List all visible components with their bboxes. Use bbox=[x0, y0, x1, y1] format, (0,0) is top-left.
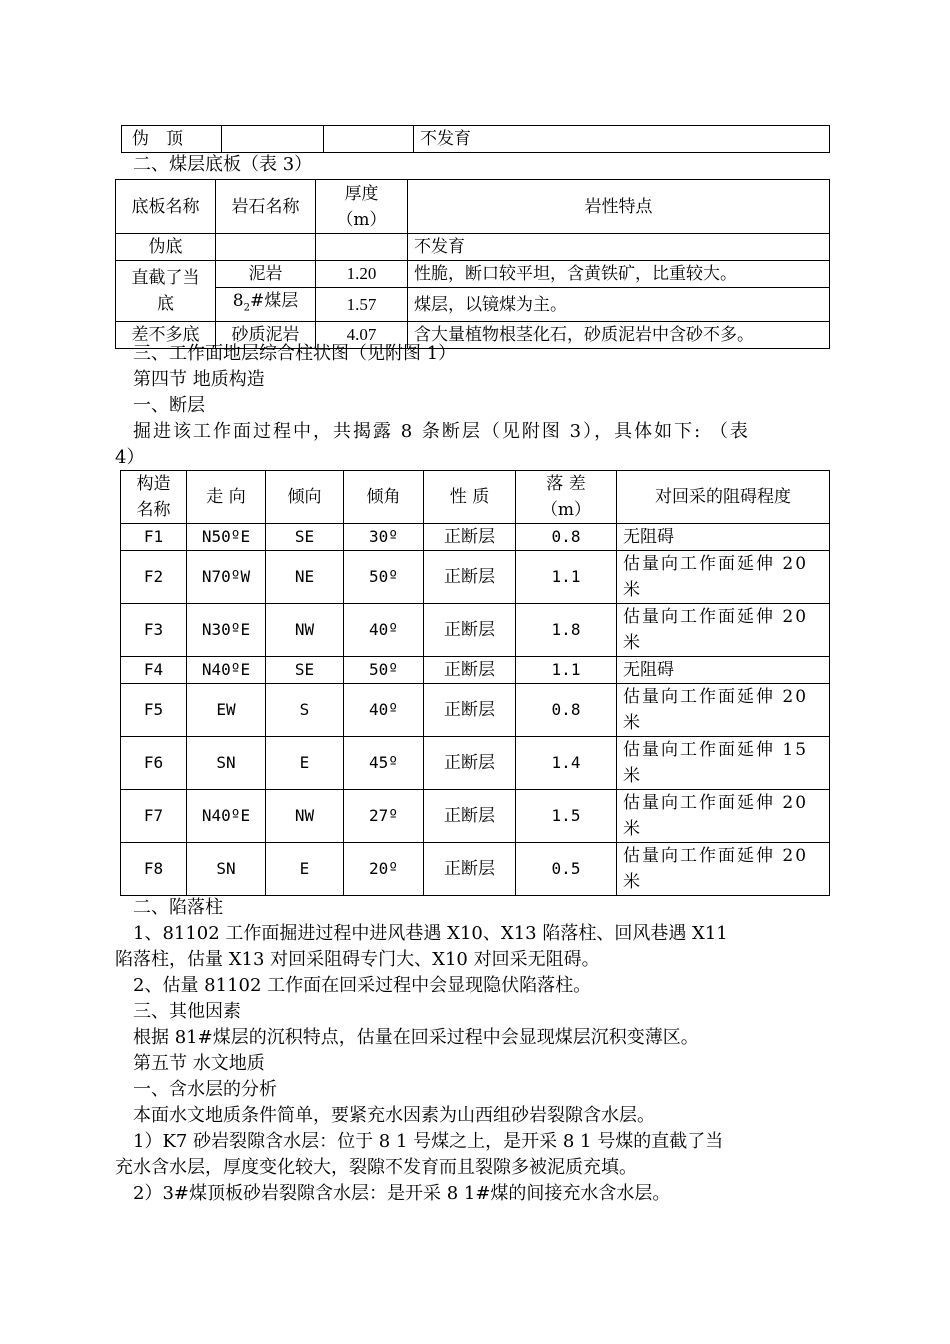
fault-impact-line1: 估量向工作面延伸 20 bbox=[623, 607, 809, 627]
fault-strike: N40ºE bbox=[187, 657, 266, 684]
fault-throw: 1.5 bbox=[516, 790, 617, 843]
heading-other-factors: 三、其他因素 bbox=[133, 1001, 241, 1022]
fault-dip-angle: 40º bbox=[344, 684, 424, 737]
fault-intro-line2: 4） bbox=[115, 447, 145, 468]
table-row bbox=[121, 790, 830, 843]
table-row bbox=[121, 843, 830, 896]
fault-impact bbox=[617, 604, 830, 657]
fault-name: F5 bbox=[121, 684, 187, 737]
floor-thickness: 1.20 bbox=[316, 261, 408, 288]
fault-dip-angle: 27º bbox=[344, 790, 424, 843]
fault-dip-direction: S bbox=[266, 684, 344, 737]
table-row bbox=[121, 604, 830, 657]
table-row bbox=[122, 126, 830, 153]
floor-rock bbox=[216, 288, 316, 322]
coal-seam-subscript: 2 bbox=[243, 302, 250, 314]
other-factors-text: 根据 81#煤层的沉积特点，估量在回采过程中会显现煤层沉积变薄区。 bbox=[133, 1027, 699, 1048]
table-row bbox=[121, 737, 830, 790]
fault-dip-angle: 30º bbox=[344, 524, 424, 551]
fault-impact-line2: 米 bbox=[623, 580, 640, 600]
heading-floor: 二、煤层底板（表 3） bbox=[133, 154, 313, 175]
fault-nature: 正断层 bbox=[424, 551, 516, 604]
section4-title: 第四节 地质构造 bbox=[133, 369, 265, 390]
col-throw-line2: （m） bbox=[540, 500, 592, 520]
fault-impact-line2: 米 bbox=[623, 872, 640, 892]
floor-feature: 不发育 bbox=[408, 234, 830, 261]
col-rock-name: 岩石名称 bbox=[216, 180, 316, 234]
heading-collapse-pillar: 二、陷落柱 bbox=[133, 897, 223, 918]
fault-name: F4 bbox=[121, 657, 187, 684]
col-feature: 岩性特点 bbox=[408, 180, 830, 234]
table-header-row bbox=[121, 471, 830, 524]
fault-dip-angle: 20º bbox=[344, 843, 424, 896]
col-dip-angle: 倾角 bbox=[344, 471, 424, 524]
fault-intro-line1: 掘进该工作面过程中，共揭露 8 条断层（见附图 3），具体如下: （表 bbox=[133, 421, 750, 442]
fault-impact bbox=[617, 843, 830, 896]
heading-fault: 一、断层 bbox=[133, 395, 205, 416]
heading-aquifer: 一、含水层的分析 bbox=[133, 1079, 277, 1100]
table-row bbox=[121, 524, 830, 551]
fault-impact bbox=[617, 657, 830, 684]
fault-nature: 正断层 bbox=[424, 524, 516, 551]
col-dip-direction: 倾向 bbox=[266, 471, 344, 524]
fault-throw: 1.1 bbox=[516, 551, 617, 604]
fault-dip-angle: 40º bbox=[344, 604, 424, 657]
floor-name: 差不多底 bbox=[116, 322, 216, 349]
fault-throw: 0.5 bbox=[516, 843, 617, 896]
col-throw-line1: 落 差 bbox=[546, 474, 586, 494]
fault-impact-line2: 米 bbox=[623, 766, 640, 786]
fault-dip-direction: SE bbox=[266, 524, 344, 551]
floor-rock bbox=[216, 234, 316, 261]
table-row bbox=[121, 684, 830, 737]
fault-dip-angle: 50º bbox=[344, 551, 424, 604]
col-throw bbox=[516, 471, 617, 524]
fault-strike: N70ºW bbox=[187, 551, 266, 604]
fault-dip-direction: NW bbox=[266, 604, 344, 657]
pillar-item2: 2、估量 81102 工作面在回采过程中会显现隐伏陷落柱。 bbox=[133, 975, 592, 996]
fault-name: F8 bbox=[121, 843, 187, 896]
table-row bbox=[116, 234, 830, 261]
fault-impact-line2: 米 bbox=[623, 633, 640, 653]
fault-impact bbox=[617, 790, 830, 843]
fault-name: F2 bbox=[121, 551, 187, 604]
fault-impact-line1: 估量向工作面延伸 20 bbox=[623, 846, 809, 866]
pillar-item1-line2: 陷落柱，估量 X13 对回采阻碍专门大、X10 对回采无阻碍。 bbox=[115, 949, 600, 970]
fault-strike: EW bbox=[187, 684, 266, 737]
col-floor-name: 底板名称 bbox=[116, 180, 216, 234]
floor-table bbox=[115, 179, 830, 349]
coal-seam-number: 8 bbox=[232, 291, 244, 311]
col-strike: 走 向 bbox=[187, 471, 266, 524]
fault-impact-line1: 无阻碍 bbox=[623, 527, 674, 547]
fault-strike: SN bbox=[187, 737, 266, 790]
floor-thickness bbox=[316, 234, 408, 261]
fault-impact-line2: 米 bbox=[623, 713, 640, 733]
fault-impact bbox=[617, 551, 830, 604]
fault-dip-direction: NE bbox=[266, 551, 344, 604]
fault-throw: 1.1 bbox=[516, 657, 617, 684]
fault-dip-angle: 45º bbox=[344, 737, 424, 790]
fault-nature: 正断层 bbox=[424, 657, 516, 684]
fault-name: F1 bbox=[121, 524, 187, 551]
floor-rock: 泥岩 bbox=[216, 261, 316, 288]
fault-dip-direction: SE bbox=[266, 657, 344, 684]
table-row bbox=[116, 288, 830, 322]
roof-rock bbox=[222, 126, 324, 153]
fault-throw: 0.8 bbox=[516, 524, 617, 551]
fault-impact-line1: 无阻碍 bbox=[623, 660, 674, 680]
fault-impact-line1: 估量向工作面延伸 20 bbox=[623, 687, 809, 707]
fault-name: F3 bbox=[121, 604, 187, 657]
fault-strike: SN bbox=[187, 843, 266, 896]
fault-strike: N40ºE bbox=[187, 790, 266, 843]
roof-feature: 不发育 bbox=[414, 126, 830, 153]
table-header-row bbox=[116, 180, 830, 234]
fault-throw: 0.8 bbox=[516, 684, 617, 737]
col-thickness-line2: （m） bbox=[336, 209, 387, 230]
aquifer-item1-line1: 1）K7 砂岩裂隙含水层：位于 8 1 号煤之上，是开采 8 1 号煤的直截了当 bbox=[133, 1131, 724, 1152]
fault-strike: N30ºE bbox=[187, 604, 266, 657]
fault-dip-direction: NW bbox=[266, 790, 344, 843]
coal-seam-label: #煤层 bbox=[249, 291, 299, 311]
floor-name-line1: 直截了当 bbox=[131, 268, 200, 289]
col-structure-line1: 构造 bbox=[136, 474, 171, 494]
fault-dip-angle: 50º bbox=[344, 657, 424, 684]
col-thickness-line1: 厚度 bbox=[344, 183, 379, 204]
fault-throw: 1.8 bbox=[516, 604, 617, 657]
fault-strike: N50ºE bbox=[187, 524, 266, 551]
col-structure-name bbox=[121, 471, 187, 524]
fault-name: F6 bbox=[121, 737, 187, 790]
floor-rock: 砂质泥岩 bbox=[216, 322, 316, 349]
fault-nature: 正断层 bbox=[424, 684, 516, 737]
col-thickness bbox=[316, 180, 408, 234]
roof-thickness bbox=[324, 126, 414, 153]
fault-dip-direction: E bbox=[266, 737, 344, 790]
table-row bbox=[121, 657, 830, 684]
col-nature: 性 质 bbox=[424, 471, 516, 524]
floor-thickness: 4.07 bbox=[316, 322, 408, 349]
fault-dip-direction: E bbox=[266, 843, 344, 896]
aquifer-item2: 2）3#煤顶板砂岩裂隙含水层：是开采 8 1#煤的间接充水含水层。 bbox=[133, 1183, 671, 1204]
line-column-chart: 三、工作面地层综合柱状图（见附图 1） bbox=[133, 343, 457, 364]
section5-title: 第五节 水文地质 bbox=[133, 1053, 265, 1074]
floor-name bbox=[116, 261, 216, 322]
fault-impact-line1: 估量向工作面延伸 15 bbox=[623, 740, 809, 760]
floor-thickness: 1.57 bbox=[316, 288, 408, 322]
fault-impact-line1: 估量向工作面延伸 20 bbox=[623, 793, 809, 813]
fault-name: F7 bbox=[121, 790, 187, 843]
table-row bbox=[116, 261, 830, 288]
fault-impact bbox=[617, 524, 830, 551]
fault-nature: 正断层 bbox=[424, 604, 516, 657]
floor-feature: 煤层，以镜煤为主。 bbox=[408, 288, 830, 322]
aquifer-item1-line2: 充水含水层，厚度变化较大，裂隙不发育而且裂隙多被泥质充填。 bbox=[115, 1157, 637, 1178]
fault-table bbox=[120, 470, 830, 896]
col-impact: 对回采的阻碍程度 bbox=[617, 471, 830, 524]
col-structure-line2: 名称 bbox=[136, 500, 171, 520]
floor-feature: 含大量植物根茎化石，砂质泥岩中含砂不多。 bbox=[408, 322, 830, 349]
floor-name: 伪底 bbox=[116, 234, 216, 261]
roof-table bbox=[121, 125, 830, 153]
aquifer-intro: 本面水文地质条件简单，要紧充水因素为山西组砂岩裂隙含水层。 bbox=[133, 1105, 655, 1126]
floor-feature: 性脆，断口较平坦，含黄铁矿，比重较大。 bbox=[408, 261, 830, 288]
fault-impact-line1: 估量向工作面延伸 20 bbox=[623, 554, 809, 574]
fault-impact bbox=[617, 737, 830, 790]
fault-throw: 1.4 bbox=[516, 737, 617, 790]
fault-nature: 正断层 bbox=[424, 737, 516, 790]
pillar-item1-line1: 1、81102 工作面掘进过程中进风巷遇 X10、X13 陷落柱、回风巷遇 X11 bbox=[133, 923, 728, 944]
fault-nature: 正断层 bbox=[424, 843, 516, 896]
floor-name-line2: 底 bbox=[157, 294, 174, 315]
fault-impact-line2: 米 bbox=[623, 819, 640, 839]
fault-nature: 正断层 bbox=[424, 790, 516, 843]
table-row bbox=[121, 551, 830, 604]
fault-impact bbox=[617, 684, 830, 737]
roof-name: 伪 顶 bbox=[122, 126, 222, 153]
